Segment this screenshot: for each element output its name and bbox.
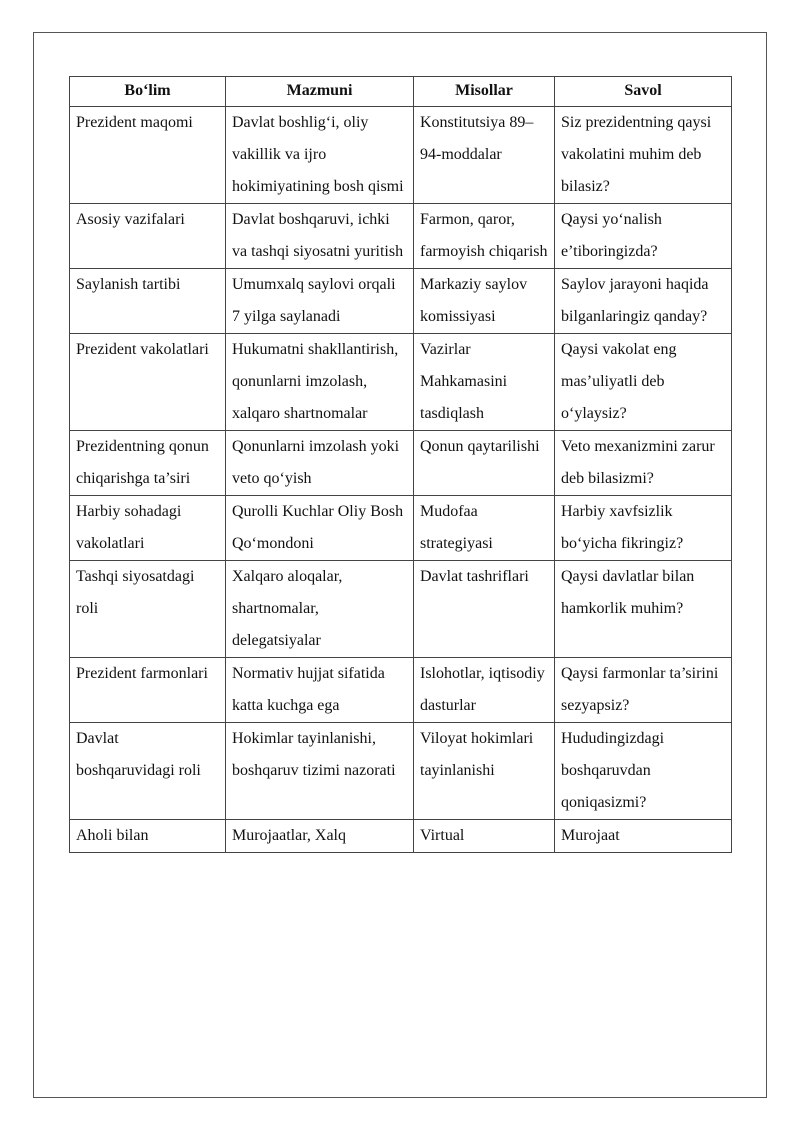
table-row <box>70 107 732 204</box>
table-cell: Davlat tashriflari <box>414 561 555 658</box>
table-cell: Saylanish tartibi <box>70 269 226 334</box>
column-header-misollar: Misollar <box>414 77 555 107</box>
table-cell: Mudofaa strategiyasi <box>414 496 555 561</box>
table-cell: Umumxalq saylovi orqali 7 yilga saylanadi <box>226 269 414 334</box>
table-cell: Siz prezidentning qaysi vakolatini muhim deb bilasiz? <box>555 107 732 204</box>
table-cell: Davlat boshlig‘i, oliy vakillik va ijro hokimiyatining bosh qismi <box>226 107 414 204</box>
table-cell: Normativ hujjat sifatida katta kuchga ega <box>226 658 414 723</box>
table-cell: Xalqaro aloqalar, shartnomalar, delegatsiyalar <box>226 561 414 658</box>
table-cell: Saylov jarayoni haqida bilganlaringiz qanday? <box>555 269 732 334</box>
table-cell: Prezidentning qonun chiqarishga ta’siri <box>70 431 226 496</box>
table-cell: Davlat boshqaruvi, ichki va tashqi siyosatni yuritish <box>226 204 414 269</box>
table-cell: Aholi bilan <box>70 820 226 853</box>
table-cell: Qaysi davlatlar bilan hamkorlik muhim? <box>555 561 732 658</box>
table-cell: Davlat boshqaruvidagi roli <box>70 723 226 820</box>
table-cell: Islohotlar, iqtisodiy dasturlar <box>414 658 555 723</box>
table-row <box>70 269 732 334</box>
table-cell: Tashqi siyosatdagi roli <box>70 561 226 658</box>
table-row <box>70 561 732 658</box>
table-row <box>70 658 732 723</box>
table-cell: Qurolli Kuchlar Oliy Bosh Qo‘mondoni <box>226 496 414 561</box>
content-table <box>69 76 732 853</box>
table-cell: Harbiy xavfsizlik bo‘yicha fikringiz? <box>555 496 732 561</box>
table-row <box>70 723 732 820</box>
table-cell: Vazirlar Mahkamasini tasdiqlash <box>414 334 555 431</box>
column-header-bolim: Bo‘lim <box>70 77 226 107</box>
table-row <box>70 431 732 496</box>
table-row <box>70 334 732 431</box>
table-cell: Markaziy saylov komissiyasi <box>414 269 555 334</box>
table-cell: Qonunlarni imzolash yoki veto qo‘yish <box>226 431 414 496</box>
table-cell: Virtual <box>414 820 555 853</box>
table-cell: Prezident farmonlari <box>70 658 226 723</box>
table-cell: Konstitutsiya 89–94-moddalar <box>414 107 555 204</box>
table-cell: Prezident maqomi <box>70 107 226 204</box>
table-cell: Harbiy sohadagi vakolatlari <box>70 496 226 561</box>
table-cell: Qaysi vakolat eng mas’uliyatli deb o‘ylaysiz? <box>555 334 732 431</box>
table-cell: Qonun qaytarilishi <box>414 431 555 496</box>
table-cell: Qaysi yo‘nalish e’tiboringizda? <box>555 204 732 269</box>
table-cell: Viloyat hokimlari tayinlanishi <box>414 723 555 820</box>
column-header-savol: Savol <box>555 77 732 107</box>
table-cell: Veto mexanizmini zarur deb bilasizmi? <box>555 431 732 496</box>
table-row <box>70 820 732 853</box>
table-cell: Murojaat <box>555 820 732 853</box>
table-cell: Asosiy vazifalari <box>70 204 226 269</box>
table-cell: Hukumatni shakllantirish, qonunlarni imzolash, xalqaro shartnomalar <box>226 334 414 431</box>
table-row <box>70 204 732 269</box>
column-header-mazmuni: Mazmuni <box>226 77 414 107</box>
table-header-row <box>70 77 732 107</box>
table-cell: Qaysi farmonlar ta’sirini sezyapsiz? <box>555 658 732 723</box>
table-cell: Hududingizdagi boshqaruvdan qoniqasizmi? <box>555 723 732 820</box>
table-row <box>70 496 732 561</box>
table-cell: Murojaatlar, Xalq <box>226 820 414 853</box>
table-cell: Hokimlar tayinlanishi, boshqaruv tizimi nazorati <box>226 723 414 820</box>
table-cell: Farmon, qaror, farmoyish chiqarish <box>414 204 555 269</box>
table-cell: Prezident vakolatlari <box>70 334 226 431</box>
